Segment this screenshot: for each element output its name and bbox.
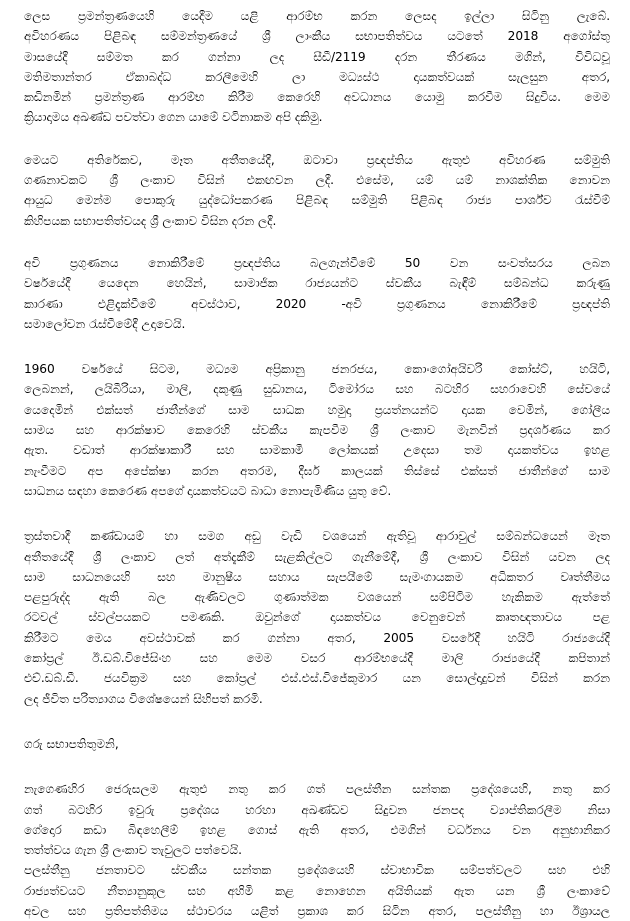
text-line: කිරීමට මෙය අවස්ථාවක් කර ගන්නා අතර, 2005 වසරේදී හයිටි රාජ්‍යයේදී bbox=[24, 630, 610, 645]
text-line: මතිමතාන්තර ඒකාබද්ධ කරලීමෙහි ලා මධ්‍යස්ථ දායකත්වයක් සැලසුන අතර, bbox=[24, 69, 610, 84]
paragraph-peacekeeping bbox=[24, 359, 610, 501]
text-line: ගත් බටහිර ඉවුරු ප්‍රදේශය හරහා අඛණ්ඩව සිදුවන ජනපද ව්‍යාප්තිකරලීම නිසා bbox=[24, 802, 610, 817]
text-line: සාම සාධනයෙහි සහ මානුෂීය සහාය සැපයීමේ සැමංගායකම අධිකතර වෘත්තීමය bbox=[24, 569, 610, 584]
text-line: සාමය සහ ආරක්ෂාව කෙරෙහි ස්වකීය කැපවීම ශ්‍රී ලංකාව මැනවින් ප්‍රදර්ශණය කර bbox=[24, 423, 610, 438]
text-line: ලෙස ප්‍රමන්ත්‍රණයෙහි යෙදීම යළි ආරම්භ කරන ලෙසද ඉල්ලා සිටිනු ලැබේ. bbox=[24, 9, 610, 23]
text-line: වර්ෂයේදී යෙදෙන හෙයින්, සාමාජික රාජ්‍යයන්ට ස්වකීය බැඳීම් සම්බන්ධ කරුණු bbox=[24, 276, 610, 291]
text-line: අචල සහ ප්‍රතිපත්තිමය ස්ථාවරය යළිත් ප්‍රකාශ කර සිටින අතර, පලස්තීනු හා ඊශ්‍රායල bbox=[24, 903, 610, 918]
paragraph-terrorism-experience bbox=[24, 526, 610, 709]
text-line: අවිහරණය පිළිබඳ සම්මන්ත්‍රණයේ ශ්‍රී ලාංකීය සභාපතිත්වය යටතේ 2018 අගෝස්තු bbox=[24, 29, 610, 44]
text-line: සමාලෝචන රැස්වීමේදී උදාවෙයි. bbox=[24, 316, 186, 331]
text-line: කාරණා එළිදැක්වීමේ අවස්ථාව, 2020 -අවි ප්‍රගුණනය නොකිරීමේ ප්‍රඥප්ති bbox=[24, 296, 610, 311]
text-line: ගේදොර කඩා බිඳහෙලීම් ඉහළ ගොස් ඇති අතර, එමගින් වර්ධනය වන අනුභානිකර bbox=[24, 822, 610, 837]
text-line: යෙදෙමින් එක්සත් ජාතීන්ගේ සාම සාධක හමුදා ප්‍රයත්නයන්ට දායක වෙමින්, ගෝලීය bbox=[24, 402, 610, 417]
text-line: එච්.ඩබ්.ඩී. ජයවික්‍රම සහ කෝප්‍රල් එස්.එස්.විජේකුමාර යන සොල්දාදුවන් විසින් කරන bbox=[24, 671, 610, 686]
text-line: කඩිනමින් ප්‍රමන්ත්‍රණ ආරම්භ කිරීම කෙරෙහි අවධානය යොමු කරවීම සිදුවිය. මෙම bbox=[24, 90, 610, 105]
text-line: මාසයේදී සම්මත කර ගන්නා ලද සීඩී/2119 දරන තීරණය මගින්, විවිධවූ bbox=[24, 49, 610, 64]
paragraph-resume-negotiations bbox=[24, 6, 610, 128]
paragraph-disarmament-conventions bbox=[24, 150, 610, 231]
text-line: රටවල් ස්වල්පයකට පමණකි. ඔවුන්ගේ දායකත්වය වෙනුවෙන් කෘතඥතාවය පළ bbox=[24, 610, 610, 625]
text-line: නැගෙණහිර ජෙරුසලම ඇතුළු නතු කර ගත් පලස්තීන සන්තක ප්‍රදේශයෙහි, නතු කර bbox=[24, 782, 610, 797]
text-line: ඇත. වඩාත් ආරක්ෂාකාරී සහ සාමකාමී ලෝකයක් උදෙසා තම දායකත්වය ඉහළ bbox=[24, 443, 610, 458]
text-line: 1960 වර්ෂයේ සිටම, මධ්‍යම අප්‍රිකානු ජනරජය, කොංගෝඅයිවරි කෝස්ට්, හයිටි, bbox=[24, 362, 610, 377]
salutation-text: ගරු සභාපතිතුමනි, bbox=[24, 736, 119, 751]
salutation bbox=[24, 734, 610, 754]
text-line: පලස්තීනු ජනතාවට ස්වකීය සන්තක ප්‍රදේශයෙහි ස්වාභාවික සම්පත්වලට සහ එහි bbox=[24, 863, 610, 878]
text-line: ත්‍රස්තවාදී කණ්ඩායම් හා සමග අඩු වැඩි වශයෙන් ඇතිවූ ආරාවුල් සම්බන්ධයෙන් මෑත bbox=[24, 529, 610, 544]
text-line: ගණනාවකට ශ්‍රී ලංකාව විසින් එකඟවන ලදී. එසේම, යම් යම් නාශක්තික නොවන bbox=[24, 173, 610, 188]
text-line: සාධනය සඳහා කෙරෙණ අපගේ දායකත්වයට බාධා නොපැමිණිය යුතු වේ. bbox=[24, 483, 392, 498]
text-line: අතීතයේදී ශ්‍රී ලංකාව ලත් අත්දැකීම් සැළකිල්ලට ගැනීමේදී, ශ්‍රී ලංකාව විසින් යවන ලද bbox=[24, 549, 610, 564]
text-line: ආයුධ මෙන්ම පොකුරු යුද්ධෝපකරණ පිළිබඳ සම්මුති පිළිබඳ රාජ්‍ය පාර්ශ්ව රැස්වීම් bbox=[24, 193, 610, 208]
text-line: රාජ්‍යත්වයට නීත්‍යානුකූල සහ අහිමි කළ නොහෙන අයිතියක් ඇත යන ශ්‍රී ලංකාවේ bbox=[24, 883, 610, 898]
paragraph-palestine bbox=[24, 779, 610, 921]
text-line: නැංවීමට අප අපේක්ෂා කරන අතරම, දීර්ඝ කාලයක් තිස්සේ එක්සත් ජාතීන්ගේ සාම bbox=[24, 463, 610, 478]
text-line: අවි ප්‍රගුණනය නොකිරීමේ ප්‍රඥප්තිය බලගැන්වීමේ 50 වන සංවත්සරය ලබන bbox=[24, 255, 610, 270]
paragraph-npt-anniversary bbox=[24, 253, 610, 334]
text-line: කිහිපයක සභාපතිත්වයද ශ්‍රී ලංකාව විසින දරන ලදී. bbox=[24, 213, 277, 228]
text-line: පළපුරුද්ද ඇති බල ඇණිවලට ගුණාත්මක වශයෙන් සම්පිටිම හැකිකම ඇත්තේ bbox=[24, 590, 610, 605]
text-line: ලද ජීවිත පරිත්‍යාගය විශේෂයෙන් සිහිපත් කරමි. bbox=[24, 691, 263, 706]
text-line: ක්‍රියාදාමය අඛණ්ඩ පවත්වා ගෙන යාමේ වටිනාකම අපි දකිමු. bbox=[24, 110, 323, 125]
text-line: තත්ත්වය ගැන ශ්‍රී ලංකාව තැවුලට පත්වෙයි. bbox=[24, 843, 242, 858]
text-line: කෝප්‍රල් ඊ.ඩබ්.විජේසිංහ සහ මෙම වසර ආරම්භයේදී මාලි රාජ්‍යයේදී කපිතාන් bbox=[24, 651, 610, 666]
text-line: මෙයට අතිරේකව, මෑත අතීතයේදී, ඔටාවා ප්‍රඥප්තිය ඇතුළු අවිහරණ සම්මුති bbox=[24, 152, 610, 167]
text-line: ලෙබනන්, ලයිබීරියා, මාලි, දකුණු සුඩානය, ටිමෝරය සහ බටහිර සහරාවෙහි සේවයේ bbox=[24, 382, 610, 397]
